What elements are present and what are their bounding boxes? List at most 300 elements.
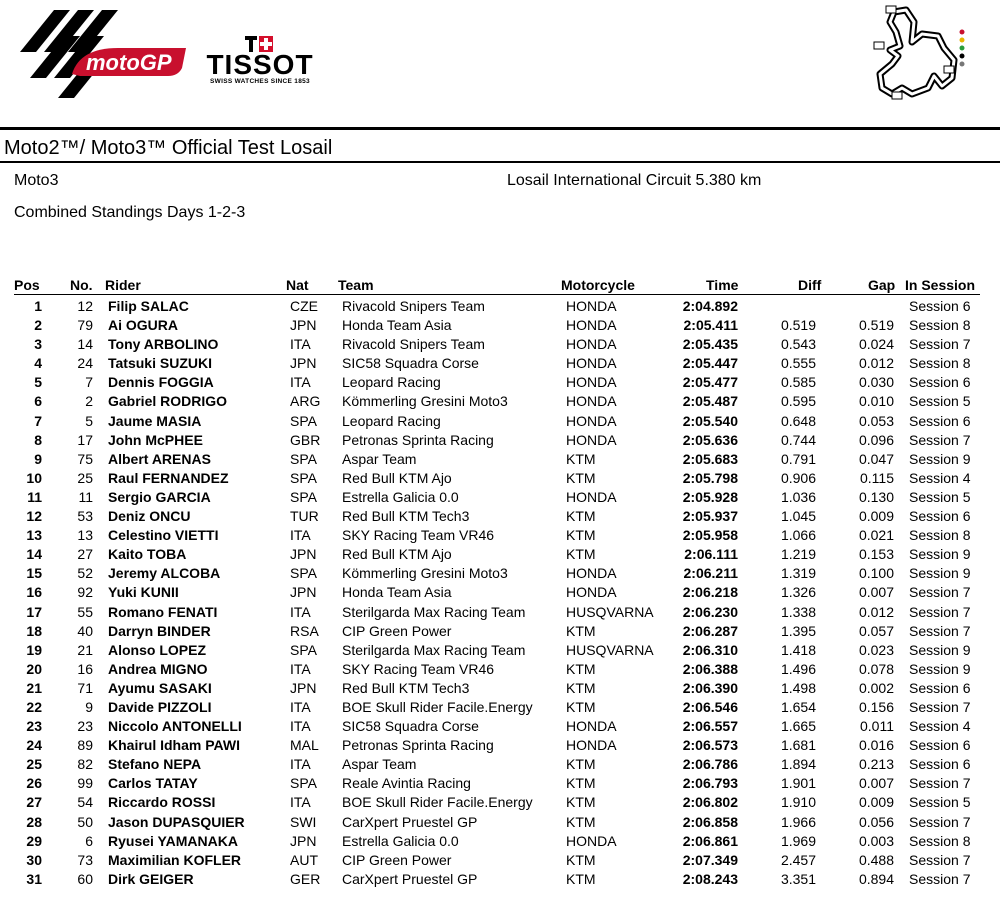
cell-number: 7 — [85, 374, 93, 391]
cell-session: Session 8 — [909, 355, 971, 372]
cell-number: 54 — [77, 794, 93, 811]
cell-diff: 1.966 — [780, 813, 816, 830]
cell-session: Session 7 — [909, 870, 971, 887]
cell-time: 2:06.230 — [682, 603, 738, 620]
cell-pos: 29 — [26, 832, 42, 849]
tissot-wordmark: TISSOT — [206, 49, 314, 80]
cell-gap: 0.012 — [858, 603, 894, 620]
cell-gap: 0.023 — [858, 641, 894, 658]
cell-gap: 0.053 — [858, 412, 894, 429]
cell-nat: SPA — [290, 488, 317, 505]
cell-rider: Jeremy ALCOBA — [108, 565, 221, 582]
cell-number: 23 — [77, 718, 93, 735]
cell-motorcycle: KTM — [566, 450, 596, 467]
cell-motorcycle: KTM — [566, 775, 596, 792]
cell-rider: Romano FENATI — [108, 603, 218, 620]
cell-team: Aspar Team — [342, 450, 417, 467]
cell-time: 2:05.487 — [682, 393, 738, 410]
cell-diff: 2.457 — [780, 851, 816, 868]
cell-team: Leopard Racing — [342, 412, 441, 429]
cell-motorcycle: HONDA — [566, 374, 617, 391]
cell-pos: 15 — [26, 565, 42, 582]
cell-time: 2:06.573 — [682, 737, 738, 754]
table-row — [0, 564, 1000, 583]
cell-session: Session 9 — [909, 641, 971, 658]
column-header-pos: Pos — [14, 277, 40, 293]
cell-motorcycle: KTM — [566, 660, 596, 677]
table-row — [0, 622, 1000, 641]
cell-rider: Niccolo ANTONELLI — [108, 718, 242, 735]
cell-pos: 19 — [26, 641, 42, 658]
cell-gap: 0.519 — [858, 317, 894, 334]
cell-diff: 1.219 — [780, 546, 816, 563]
table-row — [0, 832, 1000, 851]
cell-time: 2:06.546 — [682, 698, 738, 715]
cell-pos: 13 — [26, 527, 42, 544]
cell-diff: 1.894 — [780, 756, 816, 773]
cell-team: CarXpert Pruestel GP — [342, 813, 478, 830]
cell-motorcycle: HONDA — [566, 488, 617, 505]
cell-session: Session 5 — [909, 794, 971, 811]
table-header-rule — [14, 294, 980, 295]
cell-team: Honda Team Asia — [342, 584, 452, 601]
cell-team: SIC58 Squadra Corse — [342, 718, 479, 735]
cell-nat: TUR — [290, 508, 319, 525]
column-header-session: In Session — [905, 277, 976, 293]
cell-motorcycle: KTM — [566, 756, 596, 773]
cell-time: 2:06.802 — [682, 794, 738, 811]
cell-diff: 1.036 — [780, 488, 816, 505]
cell-gap: 0.024 — [858, 336, 894, 353]
cell-gap: 0.153 — [858, 546, 894, 563]
table-row — [0, 660, 1000, 679]
cell-nat: JPN — [290, 679, 317, 696]
cell-nat: ITA — [290, 603, 311, 620]
cell-number: 9 — [85, 698, 93, 715]
cell-rider: Alonso LOPEZ — [108, 641, 206, 658]
cell-rider: Ai OGURA — [108, 317, 178, 334]
cell-diff: 1.910 — [780, 794, 816, 811]
cell-number: 27 — [77, 546, 93, 563]
cell-rider: Andrea MIGNO — [108, 660, 208, 677]
cell-nat: JPN — [290, 832, 317, 849]
cell-team: Estrella Galicia 0.0 — [342, 832, 459, 849]
cell-nat: GBR — [290, 431, 321, 448]
cell-pos: 9 — [34, 450, 42, 467]
table-row — [0, 335, 1000, 354]
cell-time: 2:05.477 — [682, 374, 738, 391]
cell-session: Session 5 — [909, 393, 971, 410]
cell-rider: Darryn BINDER — [108, 622, 211, 639]
cell-number: 82 — [77, 756, 93, 773]
cell-diff: 1.969 — [780, 832, 816, 849]
cell-session: Session 4 — [909, 469, 971, 486]
cell-team: SKY Racing Team VR46 — [342, 527, 495, 544]
track-map-icon — [868, 2, 978, 104]
cell-rider: Stefano NEPA — [108, 756, 202, 773]
results-table — [0, 276, 1000, 294]
cell-session: Session 7 — [909, 813, 971, 830]
cell-nat: ITA — [290, 336, 311, 353]
cell-diff: 1.498 — [780, 679, 816, 696]
cell-gap: 0.078 — [858, 660, 894, 677]
cell-time: 2:06.211 — [683, 565, 738, 582]
cell-rider: Yuki KUNII — [108, 584, 179, 601]
cell-number: 12 — [77, 298, 93, 314]
cell-gap: 0.016 — [858, 737, 894, 754]
cell-rider: John McPHEE — [108, 431, 203, 448]
cell-rider: Jaume MASIA — [108, 412, 202, 429]
cell-session: Session 7 — [909, 622, 971, 639]
cell-pos: 2 — [34, 317, 42, 334]
cell-time: 2:05.636 — [682, 431, 738, 448]
table-row — [0, 679, 1000, 698]
page-title: Moto2™/ Moto3™ Official Test Losail — [4, 137, 333, 159]
cell-number: 92 — [77, 584, 93, 601]
cell-time: 2:04.892 — [682, 298, 738, 314]
cell-team: Red Bull KTM Ajo — [342, 469, 452, 486]
cell-time: 2:05.798 — [682, 469, 738, 486]
cell-number: 52 — [77, 565, 93, 582]
cell-team: SIC58 Squadra Corse — [342, 355, 479, 372]
cell-rider: Tatsuki SUZUKI — [108, 355, 212, 372]
cell-gap: 0.894 — [858, 870, 894, 887]
cell-number: 13 — [77, 527, 93, 544]
cell-nat: JPN — [290, 317, 317, 334]
cell-time: 2:05.411 — [683, 317, 738, 334]
cell-time: 2:07.349 — [682, 851, 738, 868]
table-body — [0, 297, 1000, 889]
column-header-gap: Gap — [868, 277, 896, 293]
cell-motorcycle: HONDA — [566, 718, 617, 735]
cell-motorcycle: KTM — [566, 679, 596, 696]
cell-number: 6 — [85, 832, 93, 849]
cell-rider: Jason DUPASQUIER — [108, 813, 245, 830]
column-header-diff: Diff — [798, 277, 822, 293]
cell-pos: 14 — [26, 546, 42, 563]
cell-rider: Riccardo ROSSI — [108, 794, 216, 811]
cell-pos: 3 — [34, 336, 42, 353]
cell-session: Session 6 — [909, 756, 971, 773]
table-row — [0, 297, 1000, 316]
cell-pos: 5 — [34, 374, 42, 391]
cell-gap: 0.007 — [858, 584, 894, 601]
cell-motorcycle: HONDA — [566, 565, 617, 582]
tissot-tagline: SWISS WATCHES SINCE 1853 — [210, 78, 310, 85]
cell-motorcycle: HONDA — [566, 737, 617, 754]
cell-diff: 0.555 — [780, 355, 816, 372]
cell-gap: 0.156 — [858, 698, 894, 715]
cell-session: Session 6 — [909, 412, 971, 429]
cell-nat: SPA — [290, 565, 317, 582]
cell-motorcycle: HONDA — [566, 431, 617, 448]
cell-number: 99 — [77, 775, 93, 792]
motogp-logo — [18, 8, 188, 100]
cell-diff: 3.351 — [780, 870, 816, 887]
column-header-rider: Rider — [105, 277, 141, 293]
cell-time: 2:06.388 — [682, 660, 738, 677]
cell-team: Red Bull KTM Tech3 — [342, 679, 470, 696]
cell-motorcycle: KTM — [566, 698, 596, 715]
cell-pos: 1 — [34, 298, 42, 314]
table-row — [0, 717, 1000, 736]
cell-diff: 1.395 — [780, 622, 816, 639]
cell-rider: Gabriel RODRIGO — [108, 393, 228, 410]
cell-team: Petronas Sprinta Racing — [342, 737, 494, 754]
cell-rider: Tony ARBOLINO — [108, 336, 219, 353]
cell-time: 2:05.683 — [682, 450, 738, 467]
cell-gap: 0.057 — [858, 622, 894, 639]
cell-number: 89 — [77, 737, 93, 754]
table-row — [0, 793, 1000, 812]
cell-rider: Albert ARENAS — [108, 450, 211, 467]
cell-session: Session 7 — [909, 698, 971, 715]
column-header-no: No. — [70, 277, 93, 293]
table-row — [0, 488, 1000, 507]
cell-gap: 0.115 — [860, 469, 894, 486]
cell-pos: 12 — [26, 508, 42, 525]
cell-session: Session 9 — [909, 450, 971, 467]
cell-nat: MAL — [290, 737, 319, 754]
cell-team: Rivacold Snipers Team — [342, 336, 485, 353]
cell-nat: CZE — [290, 298, 318, 314]
cell-team: BOE Skull Rider Facile.Energy — [342, 698, 533, 715]
cell-rider: Davide PIZZOLI — [108, 698, 212, 715]
cell-diff: 0.906 — [780, 469, 816, 486]
cell-session: Session 6 — [909, 508, 971, 525]
table-row — [0, 431, 1000, 450]
cell-motorcycle: KTM — [566, 546, 596, 563]
table-row — [0, 507, 1000, 526]
cell-gap: 0.030 — [858, 374, 894, 391]
cell-diff: 1.496 — [780, 660, 816, 677]
cell-team: CarXpert Pruestel GP — [342, 870, 478, 887]
cell-time: 2:06.793 — [682, 775, 738, 792]
cell-motorcycle: HONDA — [566, 393, 617, 410]
cell-number: 75 — [77, 450, 93, 467]
cell-motorcycle: KTM — [566, 813, 596, 830]
cell-motorcycle: HUSQVARNA — [566, 641, 654, 658]
cell-number: 17 — [77, 431, 93, 448]
cell-pos: 27 — [26, 794, 42, 811]
cell-team: Sterilgarda Max Racing Team — [342, 641, 526, 658]
cell-time: 2:05.435 — [682, 336, 738, 353]
cell-motorcycle: HONDA — [566, 412, 617, 429]
cell-pos: 18 — [26, 622, 42, 639]
cell-diff: 0.519 — [780, 317, 816, 334]
cell-diff: 0.744 — [780, 431, 816, 448]
cell-team: CIP Green Power — [342, 851, 452, 868]
table-row — [0, 851, 1000, 870]
table-header — [0, 276, 1000, 294]
cell-nat: GER — [290, 870, 321, 887]
cell-motorcycle: KTM — [566, 794, 596, 811]
cell-number: 14 — [77, 336, 93, 353]
cell-session: Session 7 — [909, 584, 971, 601]
cell-nat: SPA — [290, 450, 317, 467]
table-row — [0, 813, 1000, 832]
cell-gap: 0.011 — [860, 718, 894, 735]
table-row — [0, 641, 1000, 660]
cell-team: Kömmerling Gresini Moto3 — [342, 393, 508, 410]
cell-rider: Carlos TATAY — [108, 775, 198, 792]
table-row — [0, 698, 1000, 717]
table-row — [0, 412, 1000, 431]
cell-nat: SWI — [290, 813, 317, 830]
cell-number: 16 — [77, 660, 93, 677]
cell-pos: 30 — [26, 851, 42, 868]
cell-pos: 10 — [26, 469, 42, 486]
standings-subtitle: Combined Standings Days 1-2-3 — [14, 204, 246, 221]
cell-time: 2:05.937 — [682, 508, 738, 525]
cell-motorcycle: HONDA — [566, 317, 617, 334]
cell-nat: SPA — [290, 775, 317, 792]
cell-rider: Filip SALAC — [108, 298, 189, 314]
cell-gap: 0.002 — [858, 679, 894, 696]
table-row — [0, 450, 1000, 469]
cell-nat: SPA — [290, 641, 317, 658]
cell-session: Session 7 — [909, 336, 971, 353]
cell-time: 2:05.928 — [682, 488, 738, 505]
cell-number: 5 — [85, 412, 93, 429]
cell-time: 2:05.540 — [682, 412, 738, 429]
cell-gap: 0.047 — [858, 450, 894, 467]
cell-nat: SPA — [290, 469, 317, 486]
table-row — [0, 603, 1000, 622]
cell-session: Session 7 — [909, 431, 971, 448]
cell-diff: 1.045 — [780, 508, 816, 525]
cell-team: Aspar Team — [342, 756, 417, 773]
column-header-nat: Nat — [286, 277, 309, 293]
cell-rider: Kaito TOBA — [108, 546, 187, 563]
cell-team: Honda Team Asia — [342, 317, 452, 334]
table-row — [0, 755, 1000, 774]
cell-motorcycle: HONDA — [566, 584, 617, 601]
cell-pos: 31 — [26, 870, 42, 887]
cell-nat: RSA — [290, 622, 319, 639]
cell-rider: Khairul Idham PAWI — [108, 737, 240, 754]
cell-diff: 0.595 — [780, 393, 816, 410]
cell-nat: SPA — [290, 412, 317, 429]
cell-number: 2 — [85, 393, 93, 410]
cell-rider: Dirk GEIGER — [108, 870, 194, 887]
cell-diff: 0.791 — [780, 450, 816, 467]
cell-number: 73 — [77, 851, 93, 868]
cell-nat: ARG — [290, 393, 321, 410]
cell-team: Rivacold Snipers Team — [342, 298, 485, 314]
cell-number: 40 — [77, 622, 93, 639]
table-row — [0, 774, 1000, 793]
cell-diff: 1.066 — [780, 527, 816, 544]
cell-team: Sterilgarda Max Racing Team — [342, 603, 526, 620]
cell-diff: 0.585 — [780, 374, 816, 391]
cell-number: 25 — [77, 469, 93, 486]
cell-motorcycle: HONDA — [566, 832, 617, 849]
cell-session: Session 9 — [909, 546, 971, 563]
table-row — [0, 526, 1000, 545]
cell-pos: 25 — [26, 756, 42, 773]
cell-nat: JPN — [290, 546, 317, 563]
title-rule-top — [0, 127, 1000, 130]
cell-time: 2:06.111 — [684, 546, 738, 563]
cell-nat: ITA — [290, 698, 311, 715]
cell-gap: 0.003 — [858, 832, 894, 849]
cell-number: 50 — [77, 813, 93, 830]
cell-session: Session 6 — [909, 374, 971, 391]
tissot-logo — [205, 34, 315, 86]
table-row — [0, 316, 1000, 335]
cell-number: 71 — [77, 679, 93, 696]
table-row — [0, 545, 1000, 564]
cell-team: Red Bull KTM Ajo — [342, 546, 452, 563]
cell-pos: 28 — [26, 813, 42, 830]
cell-session: Session 8 — [909, 317, 971, 334]
cell-diff: 1.338 — [780, 603, 816, 620]
cell-session: Session 9 — [909, 660, 971, 677]
table-row — [0, 583, 1000, 602]
cell-diff: 0.543 — [780, 336, 816, 353]
cell-session: Session 5 — [909, 488, 971, 505]
cell-nat: ITA — [290, 718, 311, 735]
cell-time: 2:08.243 — [682, 870, 738, 887]
cell-gap: 0.012 — [858, 355, 894, 372]
cell-gap: 0.096 — [858, 431, 894, 448]
cell-team: CIP Green Power — [342, 622, 452, 639]
cell-gap: 0.056 — [858, 813, 894, 830]
cell-motorcycle: KTM — [566, 508, 596, 525]
cell-nat: ITA — [290, 660, 311, 677]
cell-motorcycle: KTM — [566, 469, 596, 486]
column-header-team: Team — [338, 277, 374, 293]
table-row — [0, 870, 1000, 889]
cell-pos: 6 — [34, 393, 42, 410]
cell-session: Session 8 — [909, 527, 971, 544]
column-header-time: Time — [706, 277, 739, 293]
cell-session: Session 8 — [909, 832, 971, 849]
cell-diff: 1.654 — [780, 698, 816, 715]
cell-gap: 0.010 — [858, 393, 894, 410]
cell-motorcycle: KTM — [566, 851, 596, 868]
cell-motorcycle: KTM — [566, 870, 596, 887]
title-rule-bottom — [0, 161, 1000, 163]
cell-pos: 24 — [26, 737, 42, 754]
cell-number: 53 — [77, 508, 93, 525]
circuit-info: Losail International Circuit 5.380 km — [507, 172, 762, 189]
cell-nat: ITA — [290, 756, 311, 773]
table-row — [0, 392, 1000, 411]
cell-nat: ITA — [290, 374, 311, 391]
cell-pos: 21 — [26, 679, 42, 696]
cell-session: Session 6 — [909, 679, 971, 696]
cell-gap: 0.488 — [858, 851, 894, 868]
cell-gap: 0.007 — [858, 775, 894, 792]
cell-number: 21 — [77, 641, 93, 658]
cell-pos: 20 — [26, 660, 42, 677]
cell-session: Session 6 — [909, 298, 971, 314]
cell-diff: 1.901 — [780, 775, 816, 792]
cell-motorcycle: HONDA — [566, 298, 617, 314]
cell-motorcycle: HONDA — [566, 355, 617, 372]
cell-time: 2:06.786 — [682, 756, 738, 773]
cell-time: 2:05.958 — [682, 527, 738, 544]
cell-motorcycle: KTM — [566, 527, 596, 544]
cell-gap: 0.009 — [858, 508, 894, 525]
table-row — [0, 373, 1000, 392]
cell-number: 24 — [77, 355, 93, 372]
cell-motorcycle: HONDA — [566, 336, 617, 353]
cell-diff: 1.418 — [780, 641, 816, 658]
cell-session: Session 6 — [909, 737, 971, 754]
